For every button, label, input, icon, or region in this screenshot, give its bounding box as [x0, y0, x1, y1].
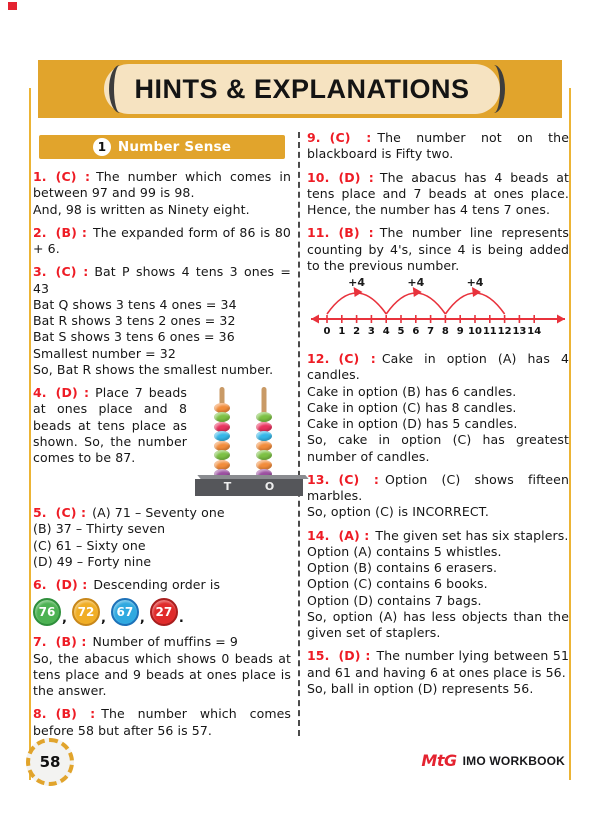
- separator: ,: [62, 611, 67, 627]
- svg-text:5: 5: [397, 326, 405, 337]
- question-number: 2.: [33, 224, 47, 240]
- question-line: And, 98 is written as Ninety eight.: [33, 201, 250, 217]
- svg-text:13: 13: [512, 326, 527, 337]
- question-line: Option (D) contains 7 bags.: [307, 592, 482, 608]
- svg-text:3: 3: [367, 326, 375, 337]
- question-lead: [307, 351, 569, 384]
- number-line-svg: [307, 277, 569, 339]
- page-number-badge: [26, 738, 74, 786]
- abacus-bead: [214, 403, 230, 413]
- question-lead: [307, 225, 569, 274]
- right-column: [307, 130, 569, 746]
- separator: ,: [139, 611, 145, 627]
- answer-key: (C) :: [329, 130, 372, 145]
- question-line: (D) 49 – Forty nine: [33, 553, 152, 569]
- abacus-base: [195, 479, 303, 496]
- abacus-bead: [256, 431, 272, 441]
- question-line: Option (C) contains 6 books.: [307, 576, 488, 592]
- question-text: The number which comes before 58 but after 56 is 57.: [33, 706, 291, 738]
- abacus-bead: [214, 450, 230, 460]
- page-title-pill: [104, 64, 500, 114]
- question-5: [33, 505, 291, 570]
- svg-text:10: 10: [468, 326, 482, 337]
- question-line: So, ball in option (D) represents 56.: [307, 680, 534, 696]
- answer-key: (D) :: [55, 385, 90, 400]
- question-line: Cake in option (D) has 5 candles.: [307, 416, 518, 431]
- page-number: 58: [39, 753, 61, 771]
- abacus-base-label: O: [264, 480, 275, 494]
- answer-key: (D) :: [55, 577, 88, 592]
- question-6: [33, 577, 291, 627]
- question-number: 1.: [33, 169, 47, 184]
- svg-text:12: 12: [497, 326, 512, 337]
- question-lead: [307, 170, 569, 219]
- answer-key: (B) :: [338, 225, 374, 241]
- question-number: 5.: [33, 505, 47, 520]
- question-15: [307, 648, 569, 697]
- question-line: Cake in option (C) has 8 candles.: [307, 399, 517, 415]
- question-line: Bat R shows 3 tens 2 ones = 32: [33, 313, 236, 328]
- right-paren-decoration: [483, 65, 505, 113]
- question-text: Place 7 beads at ones place and 8 beads at tens place as shown. So, the number comes to be 87.: [33, 385, 187, 465]
- left-column: [33, 130, 291, 746]
- content-area: [33, 130, 569, 746]
- svg-text:11: 11: [482, 326, 497, 337]
- question-text: Number of muffins = 9: [92, 634, 238, 650]
- question-8: [33, 706, 291, 739]
- answer-key: (C) :: [338, 471, 380, 487]
- abacus-bead: [214, 412, 230, 422]
- workbook-brand: IMO WORKBOOK: [462, 753, 565, 768]
- question-9: [307, 130, 569, 163]
- abacus-bead: [214, 441, 230, 451]
- section-title: Number Sense: [117, 139, 232, 155]
- footer-brand: [421, 751, 565, 770]
- answer-key: (C) :: [55, 264, 89, 280]
- question-lead: [33, 706, 291, 739]
- question-line: Bat S shows 3 tens 6 ones = 36: [33, 329, 235, 345]
- number-circle: 67: [111, 598, 139, 626]
- abacus-bead: [214, 460, 230, 470]
- section-badge: [39, 135, 285, 159]
- svg-text:0: 0: [323, 326, 331, 337]
- svg-text:6: 6: [412, 326, 420, 337]
- question-lead: [33, 634, 291, 650]
- question-number: 15.: [307, 648, 330, 664]
- abacus-bead: [256, 450, 272, 460]
- question-number: 3.: [33, 264, 47, 280]
- svg-text:14: 14: [527, 326, 542, 337]
- number-circle: 76: [33, 598, 61, 626]
- question-number: 14.: [307, 527, 330, 543]
- abacus-rods: [195, 387, 291, 479]
- answer-key: (B) :: [55, 634, 87, 650]
- question-line: So, the abacus which shows 0 beads at tens place and 9 beads at ones place is the answer.: [33, 650, 291, 698]
- column-divider: [298, 132, 300, 736]
- abacus-illustration: [195, 387, 291, 496]
- abacus-rod: [256, 387, 272, 479]
- question-number: 7.: [33, 634, 47, 650]
- question-lead: [33, 385, 291, 494]
- question-12: [307, 351, 569, 465]
- question-11: [307, 225, 569, 344]
- question-2: [33, 225, 291, 258]
- answer-key: (A) :: [338, 527, 370, 543]
- svg-text:1: 1: [338, 326, 346, 337]
- question-4: [33, 385, 291, 498]
- question-13: [307, 472, 569, 521]
- question-text: The number which comes in between 97 and 99 is 98.: [33, 169, 291, 201]
- question-number: 4.: [33, 385, 47, 400]
- answer-key: (C) :: [55, 505, 87, 520]
- question-text: The abacus has 4 beads at tens place and 7 beads at ones place. Hence, the number has 4 tens 7 ones.: [307, 169, 569, 217]
- number-circle: 72: [72, 598, 100, 626]
- question-lead: [307, 648, 569, 681]
- question-lead: [307, 528, 569, 544]
- abacus-bead: [214, 431, 230, 441]
- question-text: The expanded form of 86 is 80 + 6.: [33, 224, 291, 256]
- question-number: 10.: [307, 169, 330, 185]
- svg-text:+4: +4: [348, 277, 366, 289]
- question-text: Bat P shows 4 tens 3 ones = 43: [33, 264, 292, 296]
- question-text: Cake in option (A) has 4 candles.: [307, 351, 569, 383]
- left-questions: [33, 169, 291, 739]
- question-line: So, Bat R shows the smallest number.: [33, 361, 274, 377]
- question-number: 9.: [307, 130, 321, 145]
- question-lead: [307, 472, 569, 505]
- question-1: [33, 169, 291, 218]
- svg-text:4: 4: [382, 326, 390, 337]
- question-text: The given set has six staplers.: [375, 527, 569, 543]
- svg-text:8: 8: [441, 326, 449, 337]
- answer-key: (C) :: [55, 169, 91, 184]
- question-lead: [33, 505, 291, 521]
- question-line: Bat Q shows 3 tens 4 ones = 34: [33, 296, 237, 312]
- question-lead: [33, 225, 291, 258]
- abacus-base-label: T: [223, 480, 232, 494]
- question-line: Smallest number = 32: [33, 345, 176, 361]
- abacus-bead: [256, 441, 272, 451]
- question-7: [33, 634, 291, 699]
- question-line: So, option (A) has less objects than the given set of staplers.: [307, 608, 569, 640]
- question-lead: [33, 577, 291, 593]
- abacus-bead: [214, 422, 230, 432]
- question-lead: [33, 169, 291, 202]
- question-text: The number not on the blackboard is Fifty two.: [307, 130, 569, 162]
- separator: ,: [100, 611, 106, 627]
- section-number: 1: [93, 138, 111, 156]
- question-line: So, cake in option (C) has greatest number of candles.: [307, 432, 569, 464]
- descending-order-circles: [33, 598, 291, 626]
- separator: .: [178, 611, 184, 627]
- question-line: So, option (C) is INCORRECT.: [307, 504, 489, 520]
- question-text: The number lying between 51 and 61 and having 6 at ones place is 56.: [307, 648, 569, 680]
- question-line: Option (A) contains 5 whistles.: [307, 543, 502, 559]
- question-lead: [33, 264, 291, 297]
- page-title: HINTS & EXPLANATIONS: [134, 73, 470, 104]
- question-text: (A) 71 – Seventy one: [92, 505, 225, 520]
- answer-key: (B) :: [55, 224, 87, 240]
- question-number: 12.: [307, 351, 330, 366]
- corner-mark: [8, 2, 17, 10]
- question-lead: [307, 130, 569, 163]
- answer-key: (D) :: [338, 648, 371, 664]
- svg-text:7: 7: [427, 326, 435, 337]
- question-10: [307, 170, 569, 219]
- question-line: (B) 37 – Thirty seven: [33, 521, 166, 537]
- question-number: 6.: [33, 577, 47, 592]
- abacus-rod: [214, 387, 230, 479]
- left-paren-decoration: [109, 65, 131, 113]
- question-line: Option (B) contains 6 erasers.: [307, 560, 498, 575]
- svg-text:2: 2: [353, 326, 361, 337]
- right-questions: [307, 130, 569, 697]
- answer-key: (D) :: [338, 169, 374, 185]
- question-text: The number line represents counting by 4's, since 4 is being added to the previous number.: [307, 225, 569, 273]
- answer-key: (C) :: [338, 351, 376, 366]
- question-number: 13.: [307, 471, 330, 487]
- number-circle: 27: [150, 598, 178, 626]
- question-text: Descending order is: [93, 577, 221, 592]
- mtg-logo: MtG: [421, 751, 457, 770]
- abacus-bead: [256, 412, 272, 422]
- question-line: (C) 61 – Sixty one: [33, 537, 146, 553]
- abacus-bead: [256, 460, 272, 470]
- svg-text:+4: +4: [407, 277, 425, 289]
- abacus-bead: [256, 422, 272, 432]
- question-14: [307, 528, 569, 642]
- question-number: 11.: [307, 225, 330, 241]
- svg-text:9: 9: [456, 326, 464, 337]
- question-line: Cake in option (B) has 6 candles.: [307, 383, 517, 399]
- svg-text:+4: +4: [466, 277, 484, 289]
- answer-key: (B) :: [55, 706, 96, 722]
- question-3: [33, 264, 291, 378]
- number-line-illustration: [307, 277, 569, 339]
- question-text: Option (C) shows fifteen marbles.: [307, 471, 569, 503]
- header-band: [38, 60, 562, 118]
- question-number: 8.: [33, 706, 47, 722]
